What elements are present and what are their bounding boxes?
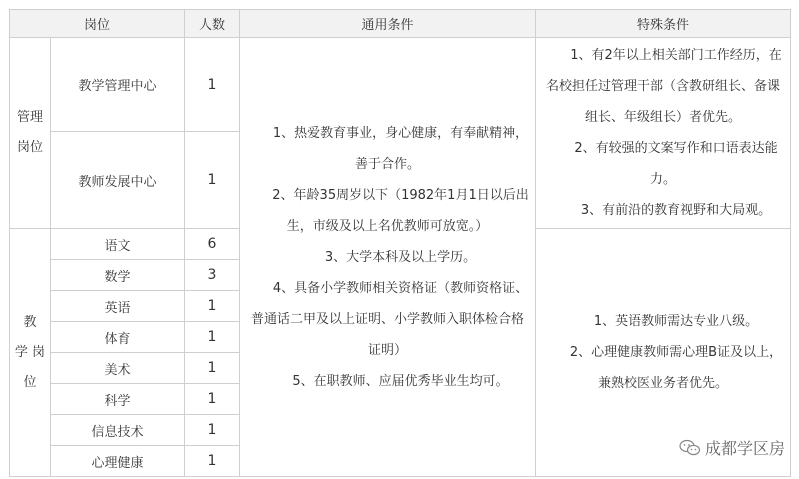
position-count: 1 bbox=[185, 38, 240, 132]
position-name: 英语 bbox=[51, 291, 185, 322]
special-condition: 2、有较强的文案写作和口语表达能力。 bbox=[574, 141, 778, 187]
header-row bbox=[10, 10, 791, 38]
category-teaching: 教 学 岗 位 bbox=[10, 229, 51, 477]
special-conditions-management bbox=[536, 38, 791, 229]
position-count: 1 bbox=[185, 446, 240, 477]
position-count: 1 bbox=[185, 291, 240, 322]
position-count: 1 bbox=[185, 353, 240, 384]
general-condition: 3、大学本科及以上学历。 bbox=[324, 249, 477, 265]
position-count: 1 bbox=[185, 132, 240, 229]
position-name: 体育 bbox=[51, 322, 185, 353]
position-count: 1 bbox=[185, 322, 240, 353]
wechat-icon bbox=[679, 439, 701, 457]
special-condition: 3、有前沿的教育视野和大局观。 bbox=[580, 203, 772, 218]
position-name: 语文 bbox=[51, 229, 185, 260]
category-management: 管理 岗位 bbox=[10, 38, 51, 229]
position-name: 科学 bbox=[51, 384, 185, 415]
special-condition: 1、英语教师需达专业八级。 bbox=[593, 314, 759, 329]
general-condition: 5、在职教师、应届优秀毕业生均可。 bbox=[292, 373, 509, 389]
position-count: 1 bbox=[185, 415, 240, 446]
header-count: 人数 bbox=[185, 10, 240, 38]
position-name: 美术 bbox=[51, 353, 185, 384]
header-position: 岗位 bbox=[10, 10, 185, 38]
general-condition: 1、热爱教育事业，身心健康，有奉献精神，善于合作。 bbox=[272, 125, 529, 172]
position-name: 心理健康 bbox=[51, 446, 185, 477]
general-condition: 4、具备小学教师相关资格证（教师资格证、普通话二甲及以上证明、小学教师入职体检合格证明） bbox=[251, 280, 529, 358]
position-name: 教学管理中心 bbox=[51, 38, 185, 132]
table-row bbox=[10, 38, 791, 132]
general-conditions-cell bbox=[240, 38, 536, 477]
position-name: 信息技术 bbox=[51, 415, 185, 446]
special-condition: 2、心理健康教师需心理B证及以上，兼熟校医业务者优先。 bbox=[569, 345, 783, 391]
position-name: 数学 bbox=[51, 260, 185, 291]
header-special-conditions: 特殊条件 bbox=[536, 10, 791, 38]
position-count: 6 bbox=[185, 229, 240, 260]
watermark bbox=[679, 436, 785, 459]
special-condition: 1、有2年以上相关部门工作经历，在名校担任过管理干部（含教研组长、备课组长、年级组长）者优先。 bbox=[546, 48, 782, 125]
watermark-text: 成都学区房 bbox=[704, 439, 785, 458]
position-name: 教师发展中心 bbox=[51, 132, 185, 229]
general-condition: 2、年龄35周岁以下（1982年1月1日以后出生，市级及以上名优教师可放宽。） bbox=[272, 187, 529, 234]
position-count: 3 bbox=[185, 260, 240, 291]
recruitment-table bbox=[9, 9, 791, 477]
position-count: 1 bbox=[185, 384, 240, 415]
header-general-conditions: 通用条件 bbox=[240, 10, 536, 38]
